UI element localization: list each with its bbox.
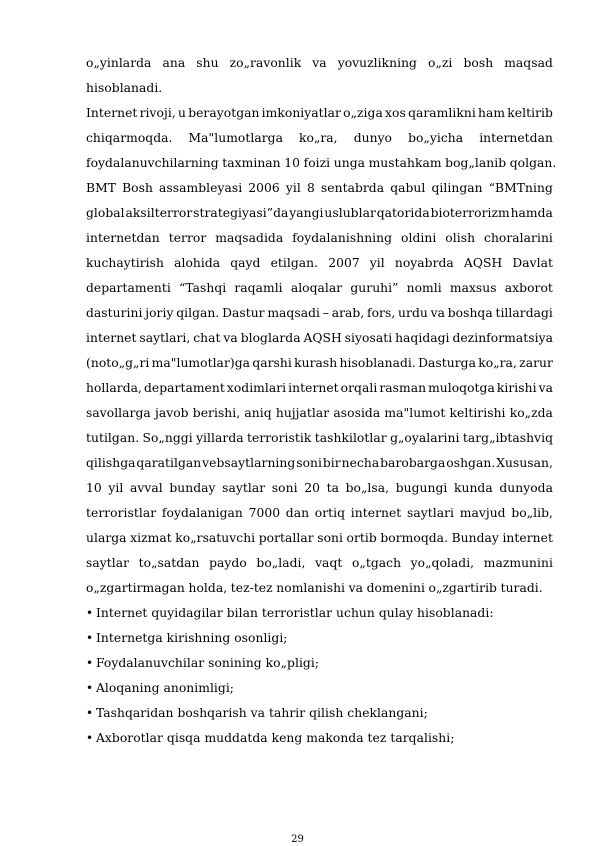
text-line: terroristlar foydalanigan 7000 dan ortiq internet saytlari mavjud bo„lib, bbox=[86, 506, 553, 520]
text-line: internet saytlari, chat va bloglarda AQSH siyosati haqidagi dezinformatsiya bbox=[86, 331, 553, 345]
text-line: BMT Bosh assambleyasi 2006 yil 8 sentabrda qabul qilingan “BMTning bbox=[86, 181, 553, 195]
text-line: chiqarmoqda. Ma"lumotlarga ko„ra, dunyo bo„yicha internetdan bbox=[86, 131, 553, 145]
bullet-text: Axborotlar qisqa muddatda keng makonda tez tarqalishi; bbox=[96, 731, 455, 745]
bullet-item bbox=[86, 676, 553, 701]
text-line: hollarda, departament xodimlari internet orqali rasman muloqotga kirishi va bbox=[86, 381, 553, 395]
text-line: tutilgan. So„nggi yillarda terroristik tashkilotlar g„oyalarini targ„ibtashviq bbox=[86, 431, 553, 445]
bullet-text: Tashqaridan boshqarish va tahrir qilish cheklangani; bbox=[96, 706, 428, 720]
text-line: hisoblanadi. bbox=[86, 81, 163, 95]
bullet-text: Internetga kirishning osonligi; bbox=[96, 631, 288, 645]
text-line: Internet rivoji, u berayotgan imkoniyatlar o„ziga xos qaramlikni ham keltirib bbox=[86, 106, 553, 120]
text-line: kuchaytirish alohida qayd etilgan. 2007 yil noyabrda AQSH Davlat bbox=[86, 256, 553, 270]
text-line: savollarga javob berishi, aniq hujjatlar asosida ma"lumot keltirishi ko„zda bbox=[86, 406, 553, 420]
text-line: o„yinlarda ana shu zo„ravonlik va yovuzlikning o„zi bosh maqsad bbox=[86, 56, 553, 70]
bullet-icon: • bbox=[86, 656, 94, 670]
bullet-text: Foydalanuvchilar sonining ko„pligi; bbox=[96, 656, 320, 670]
text-line: (noto„g„ri ma"lumotlar)ga qarshi kurash hisoblanadi. Dasturga ko„ra, zarur bbox=[86, 356, 553, 370]
bullet-text: Internet quyidagilar bilan terroristlar uchun qulay hisoblanadi: bbox=[96, 606, 494, 620]
text-line: foydalanuvchilarning taxminan 10 foizi unga mustahkam bog„lanib qolgan. bbox=[86, 156, 557, 170]
text-line: departamenti “Tashqi raqamli aloqalar guruhi” nomli maxsus axborot bbox=[86, 281, 553, 295]
document-page bbox=[86, 51, 557, 751]
bullet-icon: • bbox=[86, 606, 94, 620]
text-line: saytlar to„satdan paydo bo„ladi, vaqt o„tgach yo„qoladi, mazmunini bbox=[86, 556, 553, 570]
bullet-icon: • bbox=[86, 731, 94, 745]
bullet-text: Aloqaning anonimligi; bbox=[96, 681, 235, 695]
bullet-item bbox=[86, 601, 553, 626]
text-line: global aksilterror strategiyasi”da yangi uslublar qatorida bioterrorizm hamda bbox=[86, 206, 553, 220]
body-text bbox=[86, 51, 557, 601]
bullet-item bbox=[86, 651, 553, 676]
bullet-list bbox=[86, 601, 553, 751]
text-line: internetdan terror maqsadida foydalanishning oldini olish choralarini bbox=[86, 231, 553, 245]
bullet-icon: • bbox=[86, 631, 94, 645]
text-line: 10 yil avval bunday saytlar soni 20 ta bo„lsa, bugungi kunda dunyoda bbox=[86, 481, 553, 495]
text-line: o„zgartirmagan holda, tez-tez nomlanishi va domenini o„zgartirib turadi. bbox=[86, 581, 543, 595]
text-line: qilishga qaratilgan vebsaytlarning soni bir necha barobarga oshgan. Xususan, bbox=[86, 456, 553, 470]
text-line: dasturini joriy qilgan. Dastur maqsadi – arab, fors, urdu va boshqa tillardagi bbox=[86, 306, 553, 320]
bullet-item bbox=[86, 701, 553, 726]
page-number: 29 bbox=[291, 834, 304, 845]
bullet-icon: • bbox=[86, 681, 94, 695]
bullet-item bbox=[86, 726, 553, 751]
bullet-item bbox=[86, 626, 553, 651]
bullet-icon: • bbox=[86, 706, 94, 720]
text-line: ularga xizmat ko„rsatuvchi portallar soni ortib bormoqda. Bunday internet bbox=[86, 531, 553, 545]
